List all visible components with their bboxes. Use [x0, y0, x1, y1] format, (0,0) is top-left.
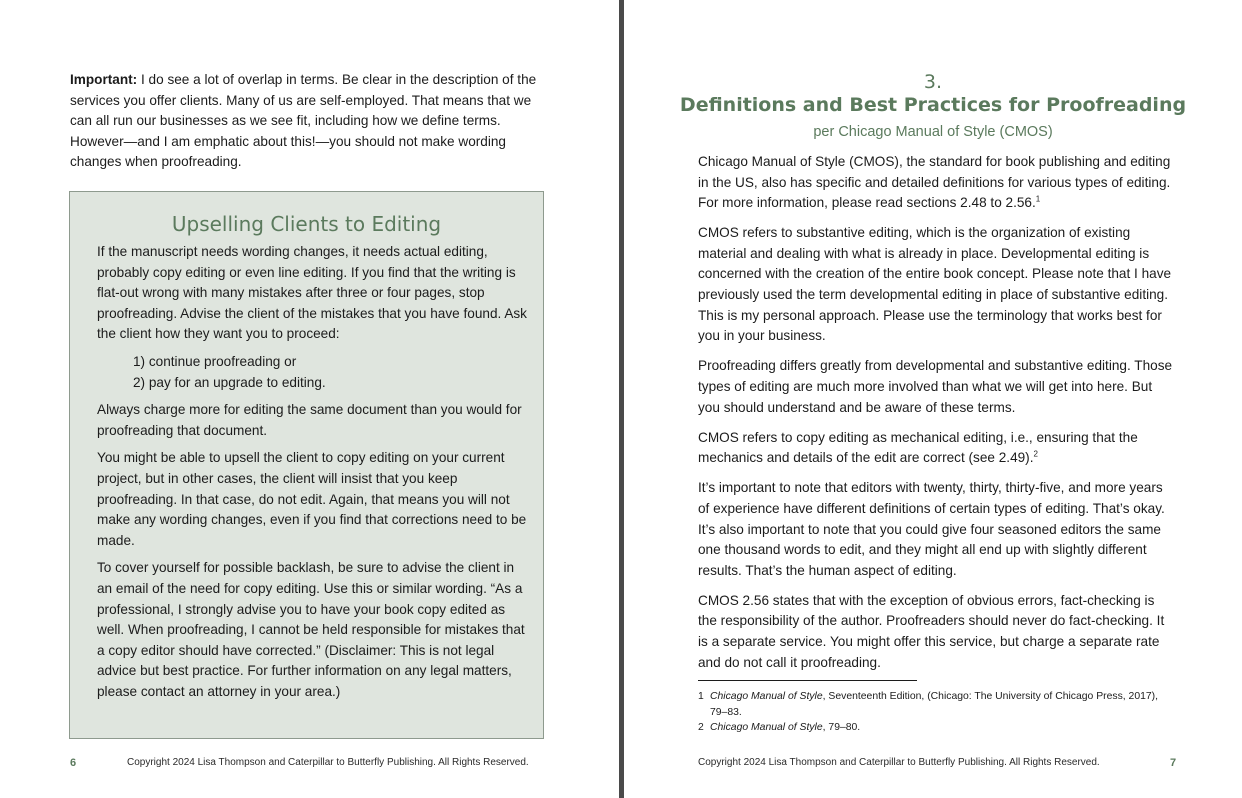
important-label: Important: — [70, 72, 138, 87]
sidebar-paragraph-2: Always charge more for editing the same document than you would for proofreading that document. — [97, 402, 522, 438]
body-paragraph-3: Proofreading differs greatly from developmental and substantive editing. Those types of editing are much more involved than what we will get into here. But you should understand and be aware of these terms. — [698, 358, 1173, 415]
copyright-footer-right: Copyright 2024 Lisa Thompson and Caterpillar to Butterfly Publishing. All Rights Reserved. — [698, 757, 1100, 768]
footnote-ref-1[interactable]: 1 — [1035, 194, 1041, 204]
chapter-title: Definitions and Best Practices for Proofreading — [679, 94, 1187, 116]
footnote-number: 2 — [698, 722, 704, 733]
left-page — [0, 0, 619, 798]
list-item: 1) continue proofreading or — [133, 353, 297, 369]
chapter-subtitle: per Chicago Manual of Style (CMOS) — [813, 124, 1053, 140]
footnote-ref-2[interactable]: 2 — [1033, 449, 1038, 459]
sidebar-title: Upselling Clients to Editing — [171, 212, 442, 236]
chapter-number: 3. — [923, 71, 943, 93]
footnote-1 — [698, 689, 1176, 720]
sidebar-paragraph-3: You might be able to upsell the client to copy editing on your current project, but in other cases, the client will insist that you keep proofreading. In that case, do not edit. Again, that means you will not make any wording changes, even if you find that corrections need to be made. — [97, 450, 527, 548]
upselling-sidebar-box — [69, 191, 544, 739]
right-page — [624, 0, 1242, 798]
footnote-details: , Seventeenth Edition, (Chicago: The University of Chicago Press, 2017), 79–83. — [710, 691, 1159, 718]
options-list — [133, 352, 527, 393]
sidebar-paragraph-4: To cover yourself for possible backlash, be sure to advise the client in an email of the need for copy editing. Use this or similar wording. “As a professional, I strongly advise you to have your book copy edited as well. When proofreading, I cannot be held responsible for mistakes that a copy editor should have corrected.” (Disclaimer: This is not legal advice but best practice. For further information on any legal matters, please contact an attorney in your area.) — [97, 560, 525, 699]
body-paragraph-5: It’s important to note that editors with twenty, thirty, thirty-five, and more years of experience have different definitions of certain types of editing. That’s okay. It’s also important to note that you could give four seasoned editors the same one thousand words to edit, and they might all end up with slightly different results. That’s the human aspect of editing. — [698, 480, 1165, 578]
body-paragraph-1: Chicago Manual of Style (CMOS), the standard for book publishing and editing in the US, also has specific and detailed definitions for various types of editing. For more information, please read sections 2.48 to 2.56.$^1$ — [698, 154, 1171, 211]
sidebar-body — [97, 242, 527, 709]
footnote-2 — [698, 720, 1176, 736]
copyright-footer-left: Copyright 2024 Lisa Thompson and Caterpillar to Butterfly Publishing. All Rights Reserved. — [127, 757, 529, 768]
list-item: 2) pay for an upgrade to editing. — [133, 374, 326, 390]
intro-text: I do see a lot of overlap in terms. Be clear in the description of the services you offer clients. Many of us are self-employed. That means that we can all run our businesses as we see fit, including how we define terms. However—and I am emphatic about this!—you should not make wording changes when proofreading. — [70, 72, 537, 170]
page-number-left: 6 — [70, 757, 77, 769]
footnote-source-title: Chicago Manual of Style — [710, 722, 823, 733]
footnote-divider — [698, 680, 917, 681]
intro-paragraph — [70, 70, 548, 173]
footnote-source-title: Chicago Manual of Style — [710, 691, 823, 702]
chapter-body — [698, 152, 1176, 683]
body-paragraph-6: CMOS 2.56 states that with the exception of obvious errors, fact-checking is the responsibility of the author. Proofreaders should never do fact-checking. It is a separate service. You might offer this service, but charge a separate rate and do not call it proofreading. — [698, 592, 1165, 670]
body-paragraph-4: CMOS refers to copy editing as mechanical editing, i.e., ensuring that the mechanics and details of the edit are correct (see 2.49).$^2$ — [698, 429, 1138, 466]
page-number-right: 7 — [1170, 757, 1177, 769]
sidebar-paragraph-1: If the manuscript needs wording changes, it needs actual editing, probably copy editing or even line editing. If you find that the writing is flat-out wrong with many mistakes after three or four pages, stop proofreading. Advise the client of the mistakes that you have found. Ask the client how they want you to proceed: — [97, 244, 527, 342]
footnote-number: 1 — [698, 691, 704, 702]
footnotes — [698, 689, 1176, 736]
body-paragraph-2: CMOS refers to substantive editing, which is the organization of existing material and dealing with what is already in place. Developmental editing is concerned with the creation of the entire book concept. Please note that I have previously used the term developmental editing in place of substantive editing. This is my personal approach. Please use the terminology that works best for you in your business. — [698, 225, 1172, 344]
footnote-details: , 79–80. — [822, 722, 861, 733]
